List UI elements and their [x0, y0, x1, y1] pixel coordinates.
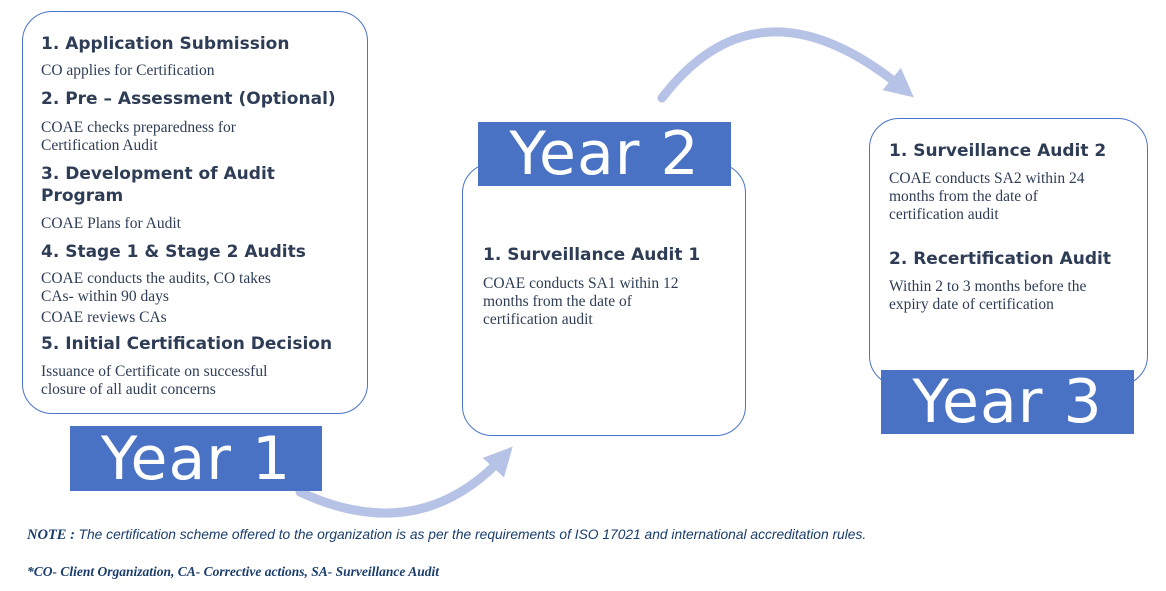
year3-item-1-desc-line1: COAE conducts SA2 within 24: [889, 170, 1085, 187]
year1-item-1: [41, 33, 349, 80]
year3-item-1-desc-line2: months from the date of: [889, 188, 1038, 205]
year1-item-5-desc-line2: closure of all audit concerns: [41, 381, 216, 398]
year1-box: [22, 11, 368, 414]
year1-item-2-desc-line2: Certification Audit: [41, 137, 158, 154]
year3-item-2-desc-line1: Within 2 to 3 months before the: [889, 278, 1087, 295]
year1-item-1-desc: CO applies for Certification: [41, 62, 215, 79]
year3-item-1: [889, 140, 1133, 224]
year1-item-1-title: 1. Application Submission: [41, 34, 290, 54]
year3-item-2-desc-line2: expiry date of certification: [889, 296, 1054, 313]
year2-item-1: [483, 244, 727, 329]
year1-item-2-title: 2. Pre – Assessment (Optional): [41, 89, 336, 109]
year1-item-3-title: 3. Development of Audit Program: [41, 164, 275, 206]
year3-item-2-title: 2. Recertification Audit: [889, 249, 1111, 269]
year3-item-1-title: 1. Surveillance Audit 2: [889, 141, 1107, 161]
note-line: [27, 527, 866, 544]
year3-box: [869, 118, 1148, 386]
year2-box: [462, 163, 746, 436]
year1-item-4-title: 4. Stage 1 & Stage 2 Audits: [41, 242, 306, 262]
year2-item-1-title: 1. Surveillance Audit 1: [483, 245, 701, 265]
note-text: The certification scheme offered to the organization is as per the requirements of ISO 17021 and international accreditation rules.: [78, 527, 867, 542]
year1-item-5: [41, 333, 349, 399]
year2-badge: Year 2: [478, 122, 731, 186]
year1-item-3: [41, 163, 349, 233]
year1-item-2: [41, 88, 349, 155]
note-label: NOTE :: [27, 527, 75, 543]
year1-badge: Year 1: [70, 426, 322, 491]
year2-item-1-desc-line1: COAE conducts SA1 within 12: [483, 275, 679, 292]
year3-item-2: [889, 248, 1133, 314]
year2-item-1-desc-line3: certification audit: [483, 311, 593, 328]
arrow-year1-to-year2: [300, 455, 505, 513]
year1-item-4-desc-line2: CAs- within 90 days: [41, 288, 169, 305]
year3-item-1-desc-line3: certification audit: [889, 206, 999, 223]
year1-item-4-desc-line1: COAE conducts the audits, CO takes: [41, 270, 271, 287]
year1-item-4: [41, 241, 349, 327]
year1-item-5-desc-line1: Issuance of Certificate on successful: [41, 363, 268, 380]
year3-badge: Year 3: [881, 370, 1134, 434]
year1-item-3-desc: COAE Plans for Audit: [41, 215, 181, 232]
year1-item-5-title: 5. Initial Certification Decision: [41, 334, 333, 354]
year2-item-1-desc-line2: months from the date of: [483, 293, 632, 310]
year1-item-2-desc-line1: COAE checks preparedness for: [41, 119, 236, 136]
abbreviations-line: *CO- Client Organization, CA- Corrective actions, SA- Surveillance Audit: [27, 564, 440, 579]
arrow-year2-to-year3: [662, 32, 905, 98]
year1-item-4-desc-line3: COAE reviews CAs: [41, 309, 167, 326]
